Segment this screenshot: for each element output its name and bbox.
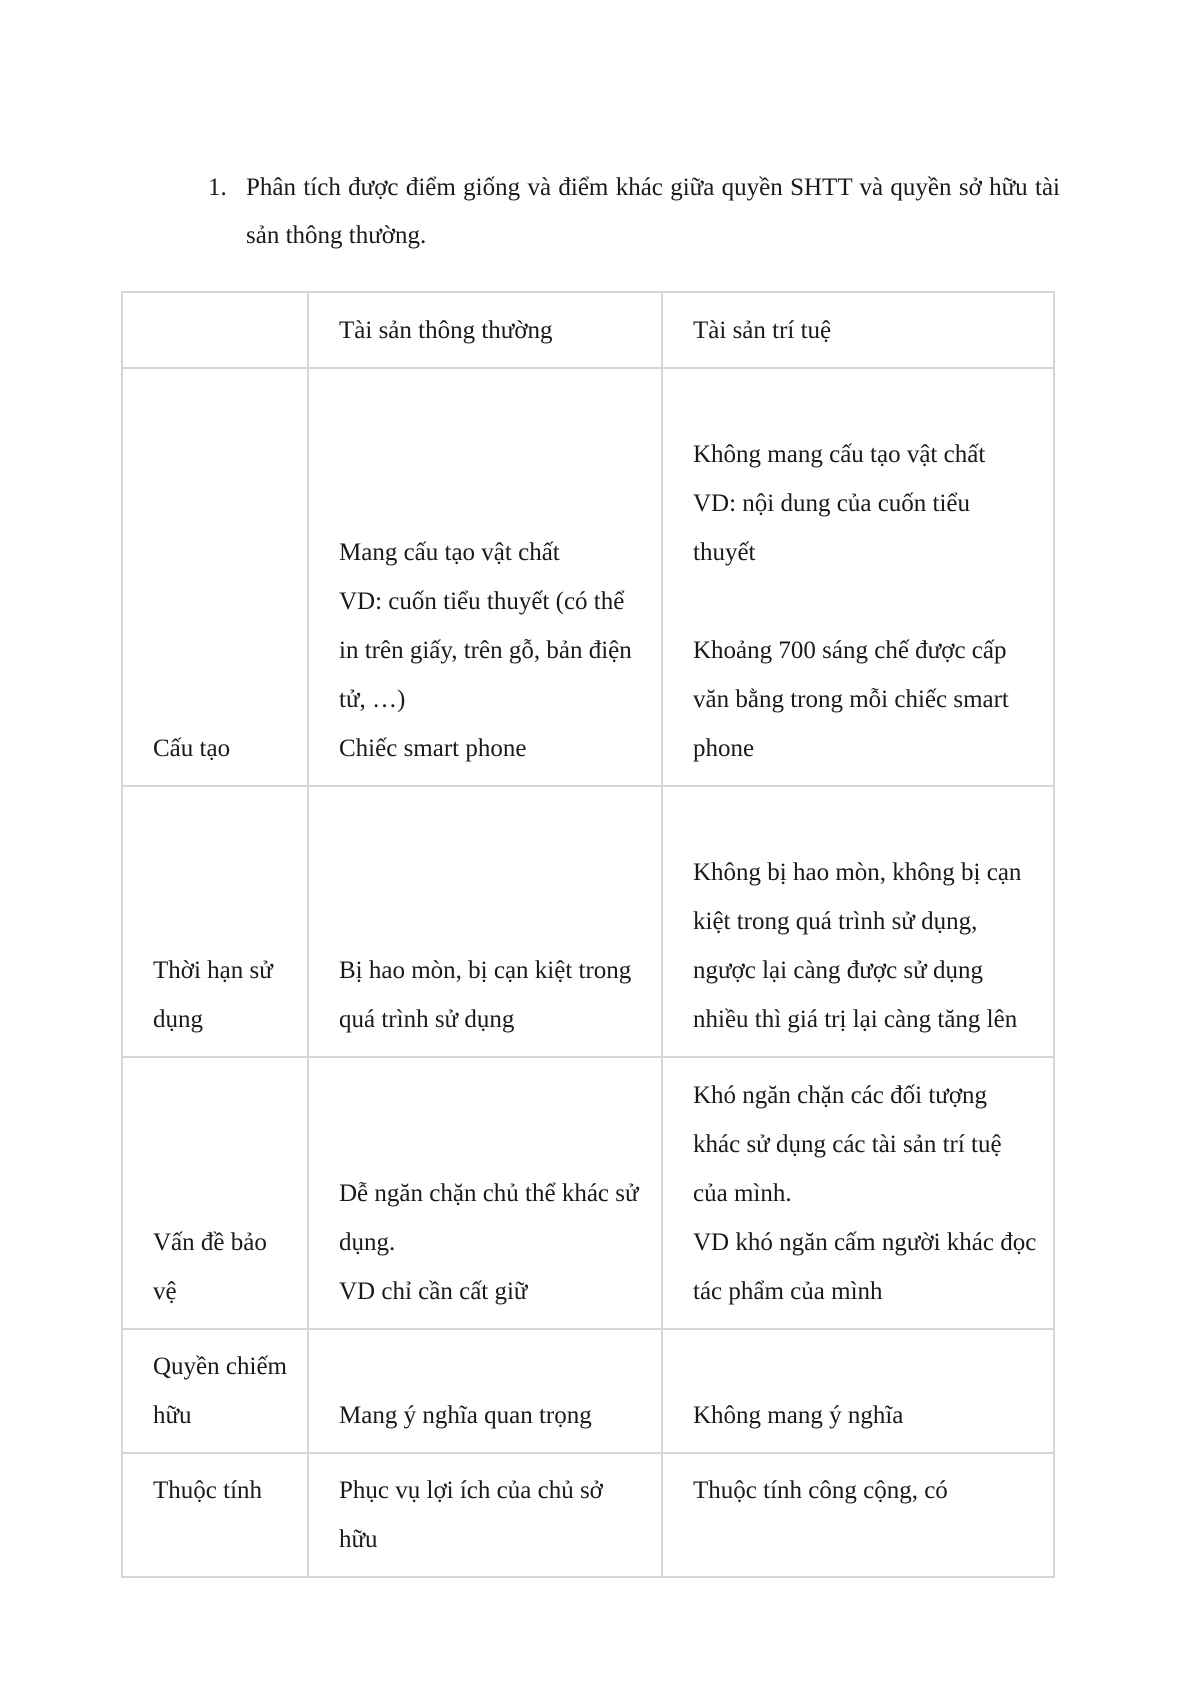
intellectual-cell: Không bị hao mòn, không bị cạn kiệt trong quá trình sử dụng, ngược lại càng được sử dụng nhiều thì giá trị lại càng tăng lên xyxy=(662,786,1054,1057)
header-cell-ordinary: Tài sản thông thường xyxy=(308,292,662,368)
row-label: Thuộc tính xyxy=(122,1453,308,1577)
header-cell-empty xyxy=(122,292,308,368)
table-row xyxy=(122,1057,1054,1329)
row-label: Thời hạn sử dụng xyxy=(122,786,308,1057)
table-header-row xyxy=(122,292,1054,368)
table-row xyxy=(122,368,1054,786)
ordinary-cell: Phục vụ lợi ích của chủ sở hữu xyxy=(308,1453,662,1577)
table-row xyxy=(122,1453,1054,1577)
question-text: Phân tích được điểm giống và điểm khác giữa quyền SHTT và quyền sở hữu tài sản thông thường. xyxy=(246,174,1060,249)
table-row xyxy=(122,1329,1054,1453)
row-label: Quyền chiếm hữu xyxy=(122,1329,308,1453)
comparison-table xyxy=(121,291,1055,1578)
intellectual-cell: Thuộc tính công cộng, có xyxy=(662,1453,1054,1577)
intellectual-cell: Khó ngăn chặn các đối tượng khác sử dụng các tài sản trí tuệ của mình. VD khó ngăn cấm người khác đọc tác phẩm của mình xyxy=(662,1057,1054,1329)
ordinary-cell: Mang ý nghĩa quan trọng xyxy=(308,1329,662,1453)
row-label: Cấu tạo xyxy=(122,368,308,786)
intellectual-cell: Không mang ý nghĩa xyxy=(662,1329,1054,1453)
ordinary-cell: Mang cấu tạo vật chất VD: cuốn tiểu thuyết (có thể in trên giấy, trên gỗ, bản điện tử, …) Chiếc smart phone xyxy=(308,368,662,786)
question-heading xyxy=(208,164,1060,260)
ordinary-cell: Dễ ngăn chặn chủ thể khác sử dụng. VD chỉ cần cất giữ xyxy=(308,1057,662,1329)
question-number: 1. xyxy=(208,174,227,201)
header-cell-intellectual: Tài sản trí tuệ xyxy=(662,292,1054,368)
table-row xyxy=(122,786,1054,1057)
ordinary-cell: Bị hao mòn, bị cạn kiệt trong quá trình sử dụng xyxy=(308,786,662,1057)
intellectual-cell: Không mang cấu tạo vật chất VD: nội dung của cuốn tiểu thuyết Khoảng 700 sáng chế được cấp văn bằng trong mỗi chiếc smart phone xyxy=(662,368,1054,786)
row-label: Vấn đề bảo vệ xyxy=(122,1057,308,1329)
